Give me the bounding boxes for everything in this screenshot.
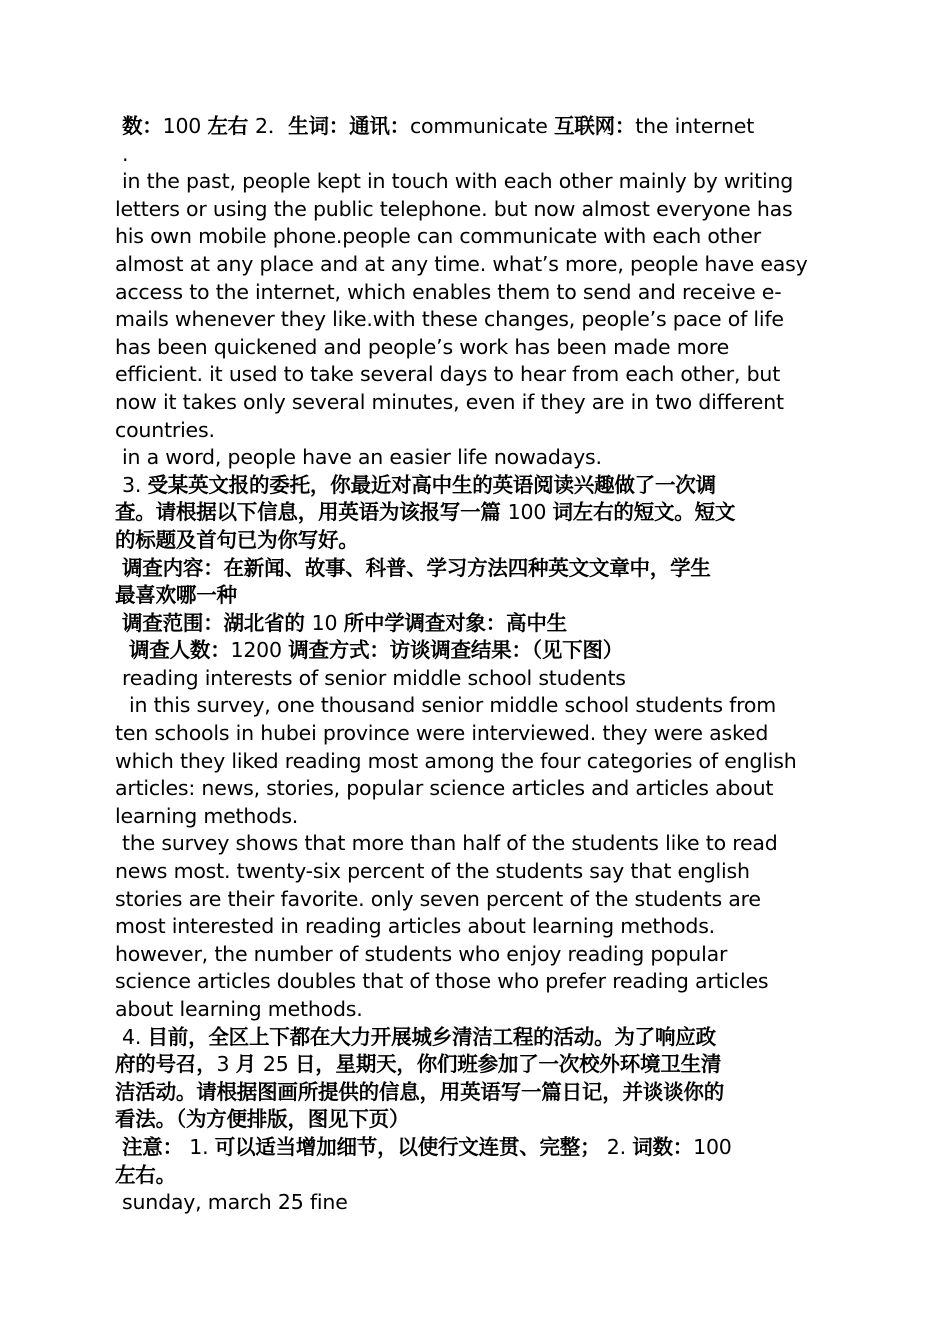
text-line [115,306,845,334]
text-segment: in the past, people kept in touch with each other mainly by writing [122,169,794,194]
text-line [115,1189,845,1217]
text-line [115,665,845,693]
text-segment: 调查范围：湖北省的 [122,610,312,635]
text-segment: 10 [311,610,344,635]
text-segment: 日，星期天，你们班参加了一次校外环境卫生清 [294,1052,722,1077]
text-segment: most interested in reading articles about learning methods. [115,914,715,939]
text-line [115,775,845,803]
text-segment: 互联网： [554,114,636,138]
text-segment: now it takes only several minutes, even if they are in two different [115,389,784,414]
text-segment: has been quickened and people’s work has been made more [115,334,730,359]
text-segment: 调查方式：访谈调查结果：（见下图） [288,638,624,663]
text-segment: however, the number of students who enjoy reading popular [115,941,728,966]
text-line [115,1079,845,1107]
text-segment: 4. [122,1024,148,1049]
text-segment: 所中学调查对象：高中生 [343,610,567,635]
text-line [115,968,845,996]
text-line [115,886,845,914]
text-segment: in a word, people have an easier life nowadays. [122,445,602,470]
text-segment: 洁活动。请根据图画所提供的信息，用英语写一篇日记，并谈谈你的 [115,1079,724,1104]
text-segment: 可以适当增加细节，以使行文连贯、完整； [214,1134,601,1159]
text-line [115,858,845,886]
text-segment: . [122,141,129,166]
text-line [115,196,845,224]
text-segment: which they liked reading most among the four categories of english [115,748,797,773]
text-segment: reading interests of senior middle school students [122,665,626,690]
text-segment: 左右。 [115,1162,176,1187]
text-segment: 月 [235,1052,263,1077]
text-line [115,1162,845,1190]
text-line [115,610,845,638]
text-segment: 注意： [122,1134,183,1159]
text-line [115,113,845,141]
text-segment: in this survey, one thousand senior middle school students from [129,693,777,718]
text-segment: 词左右的短文。短文 [552,500,736,525]
text-segment: science articles doubles that of those who prefer reading articles [115,969,769,994]
text-line [115,168,845,196]
text-segment: the survey shows that more than half of the students like to read [122,831,778,856]
text-segment: sunday, march 25 fine [122,1190,348,1215]
text-line [115,444,845,472]
text-segment: 调查人数： [129,638,231,663]
text-line [115,417,845,445]
text-segment: 100 [162,114,208,138]
text-segment: 受某英文报的委托，你最近对高中生的英语阅读兴趣做了一次调 [147,472,716,497]
text-segment: 3. [122,472,148,497]
text-line [115,555,845,583]
text-line [115,582,845,610]
text-segment: 左右 [207,114,256,138]
text-line [115,361,845,389]
text-segment: mails whenever they like.with these changes, people’s pace of life [115,307,784,332]
text-line [115,251,845,279]
text-line [115,720,845,748]
text-segment: 100 [507,500,553,525]
text-line [115,637,845,665]
text-line [115,1106,845,1134]
text-line [115,803,845,831]
text-line [115,941,845,969]
text-line [115,692,845,720]
text-segment: 1. [182,1134,215,1159]
text-segment: 最喜欢哪一种 [115,583,237,608]
text-segment: 的标题及首句已为你写好。 [115,527,359,552]
text-segment: efficient. it used to take several days to hear from each other, but [115,362,781,387]
text-segment: articles: news, stories, popular science articles and articles about [115,776,774,801]
text-line [115,223,845,251]
text-segment: 100 [693,1134,732,1159]
text-segment: almost at any place and at any time. what’s more, people have easy [115,251,808,276]
text-line [115,389,845,417]
text-segment: 2. [600,1134,633,1159]
text-segment: 数： [122,114,163,138]
text-segment: countries. [115,417,215,442]
text-line [115,748,845,776]
text-segment: 3 [216,1052,236,1077]
text-segment: access to the internet, which enables them to send and receive e- [115,279,782,304]
text-segment: 府的号召， [115,1052,217,1077]
text-segment: 词数： [632,1134,694,1159]
text-line [115,830,845,858]
text-segment: 目前，全区上下都在大力开展城乡清洁工程的活动。为了响应政 [147,1024,716,1049]
document-page [115,113,845,1217]
text-segment: the internet [635,114,755,138]
text-line [115,527,845,555]
text-line [115,499,845,527]
text-line [115,141,845,169]
text-segment: 1200 [230,638,289,663]
text-line [115,996,845,1024]
text-segment: about learning methods. [115,997,363,1021]
text-segment: stories are their favorite. only seven percent of the students are [115,886,761,911]
text-line [115,1134,845,1162]
text-segment: 查。请根据以下信息，用英语为该报写一篇 [115,500,508,525]
text-segment: ten schools in hubei province were interviewed. they were asked [115,721,769,746]
text-line [115,279,845,307]
text-segment: learning methods. [115,803,299,828]
text-line [115,1024,845,1052]
text-segment: his own mobile phone.people can communicate with each other [115,224,761,249]
text-segment: 生词：通讯： [288,114,410,138]
text-segment: 看法。（为方便排版，图见下页） [115,1107,410,1132]
text-line [115,1051,845,1079]
text-line [115,472,845,500]
text-segment: letters or using the public telephone. but now almost everyone has [115,196,793,221]
text-segment: 2． [255,114,289,138]
text-line [115,334,845,362]
text-line [115,913,845,941]
text-segment: 调查内容：在新闻、故事、科普、学习方法四种英文文章中，学生 [122,555,711,580]
text-segment: communicate [409,114,555,138]
text-segment: news most. twenty-six percent of the students say that english [115,859,750,884]
text-segment: 25 [262,1052,295,1077]
